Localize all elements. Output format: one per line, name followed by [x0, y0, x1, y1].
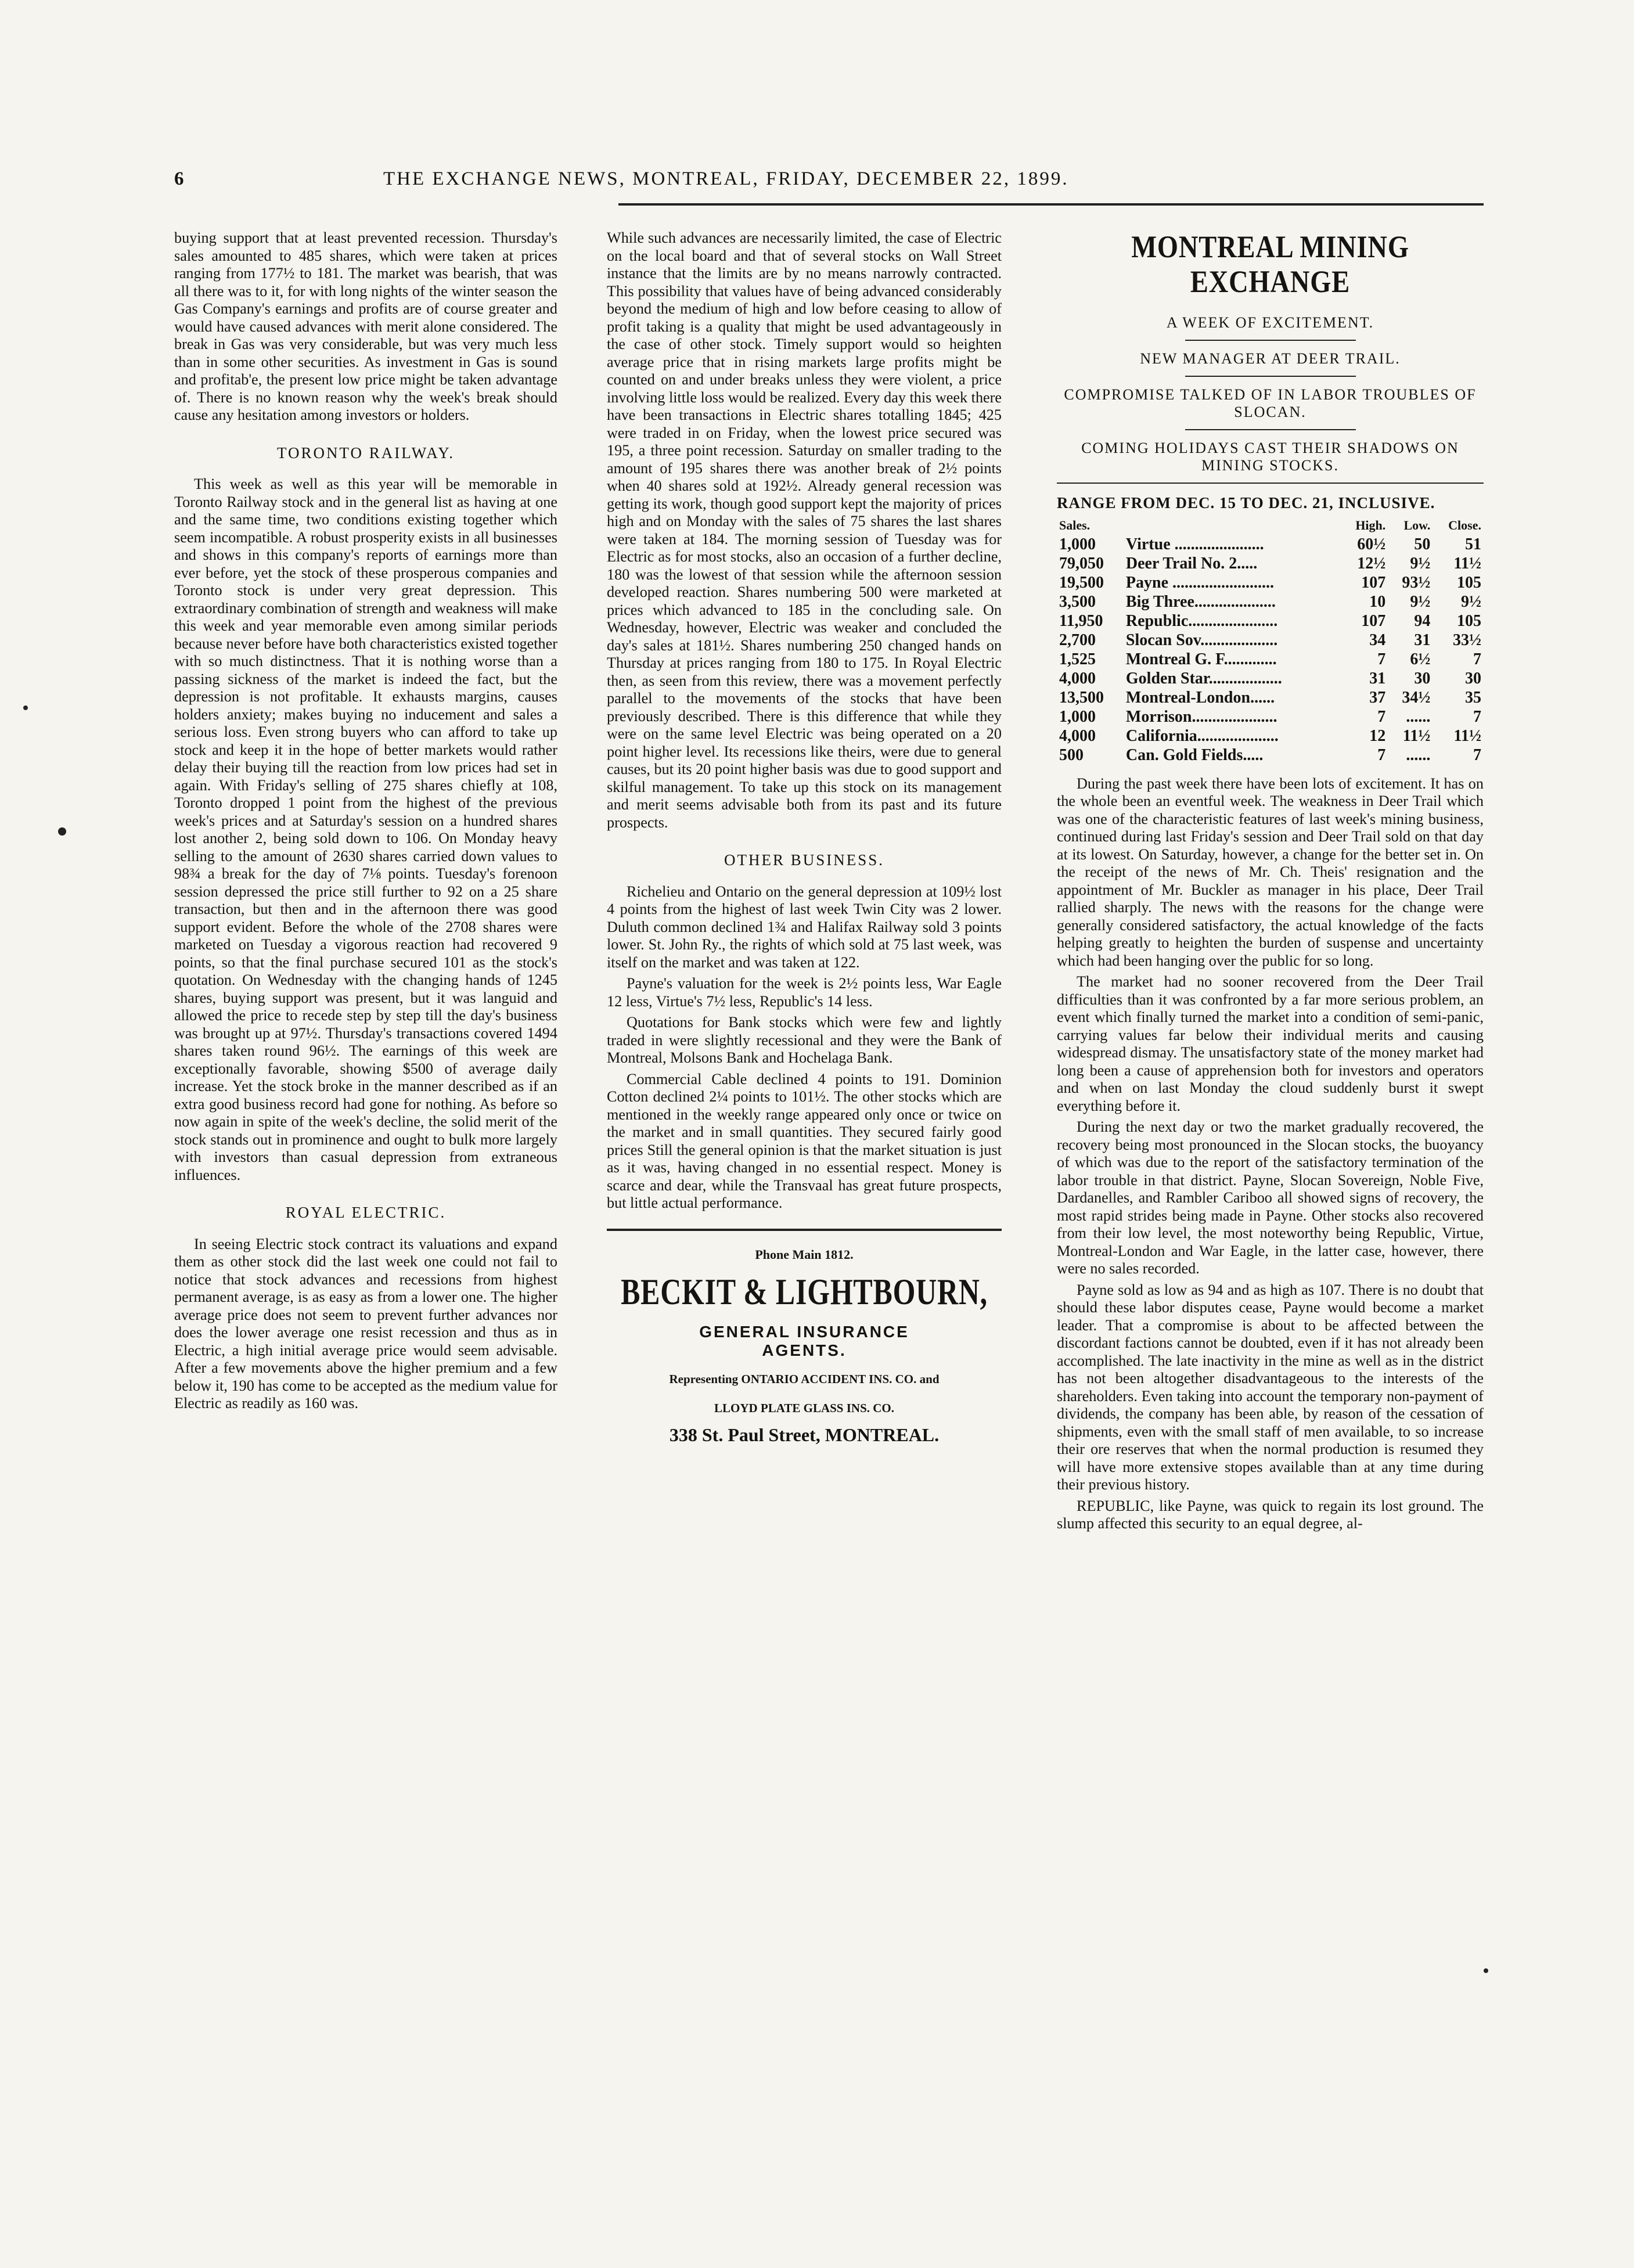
- other-business-p3: Quotations for Bank stocks which were few and lightly traded in were slightly recessional and they were the Bank of Montreal, Molsons Bank and Hochelaga Bank.: [607, 1014, 1002, 1066]
- cell-stock: Big Three....................: [1125, 592, 1276, 611]
- cell-close: 11½: [1453, 554, 1481, 573]
- cell-low: 6½: [1410, 650, 1431, 668]
- cell-close: 33½: [1453, 631, 1481, 649]
- print-speck: [58, 827, 66, 836]
- cell-high: 7: [1377, 746, 1386, 764]
- royal-electric-text: In seeing Electric stock contract its valuations and expand them as other stock did the last week one could not fail to notice that stock advances and recessions from highest permanent average, is as easy as from a lower one. The higher average price does not seem to prevent further advances nor does the lower average one resist recession and thus as in Electric, a high initial average price would seem advisable. After a few movements above the higher premium and a few below it, 190 has come to be accepted as the medium value for Electric as readily as 160 was.: [174, 1235, 557, 1412]
- other-business-heading: OTHER BUSINESS.: [724, 851, 885, 869]
- cell-high: 12½: [1357, 554, 1386, 573]
- column-1: [174, 229, 557, 1416]
- deck-2: NEW MANAGER AT DEER TRAIL.: [1057, 350, 1484, 383]
- cell-stock: California....................: [1125, 726, 1279, 745]
- cell-sales: 3,500: [1059, 592, 1096, 611]
- advertisement: [607, 1246, 1002, 1444]
- stock-row: [1057, 669, 1484, 688]
- th-low: Low.: [1403, 517, 1431, 532]
- other-business-p4: Commercial Cable declined 4 points to 191. Dominion Cotton declined 2¼ points to 101½. The other stocks which are mentioned in the weekly range appeared only once or twice on the market and in small quantities. They secured fairly good prices Still the general opinion is that the market situation is just as it was, having changed in no essential respect. Money is scarce and dear, while the Transvaal has great future prospects, but little actual performance.: [607, 1070, 1002, 1211]
- cell-sales: 4,000: [1059, 669, 1096, 687]
- toronto-railway-text: This week as well as this year will be memorable in Toronto Railway stock and in the general list as having at one and the same time, two conditions existing together which seem incompatible. A robust prosperity exists in all businesses and shows in this company's reports of earnings more than ever before, yet the stock of these prosperous companies and Toronto stock is under very great depression. This extraordinary combination of strength and weakness will make this week and year memorable even among similar periods because never before have both characteristics existed together with so much distinctness. That it is nothing worse than a passing sickness of the market is indeed the fact, but the depression is not profitable. It exhausts margins, causes holders anxiety; makes buying no inducement and sales a serious loss. Even strong buyers who can afford to take up stock and keep it in the hope of better markets would rather delay their buying till the reaction from low prices had set in again. With Friday's selling of 275 shares chiefly at 108, Toronto dropped 1 point from the highest of the previous week's prices and at Saturday's session on a hundred shares lost another 2, being sold down to 106. On Monday heavy selling to the amount of 2630 shares carried down values to 98¾ a break for the day of 7⅛ points. Tuesday's forenoon session depressed the price still further to 92 on a 25 share transaction, but then and in the afternoon there was good support evident. Before the whole of the 2708 shares were marketed on Tuesday a vigorous reaction had recovered 9 points, so that the final purchase secured 101 as the stock's quotation. On Wednesday with the changing hands of 1245 shares, buying support was present, but it was languid and allowed the price to recede step by step till the day's business was brought up at 97½. Thursday's transactions covered 1494 shares taken round 96½. The earnings of this week are exceptionally favorable, showing $500 of average daily increase. Yet the stock broke in the manner described as if an extra good business record had gone for nothing. As before so now again in spite of the week's decline, the solid merit of the stock stands out in prominence and ought to bulk more largely with investors than casual depression from extraneous influences.: [174, 476, 557, 1183]
- cell-stock: Republic......................: [1125, 611, 1278, 630]
- stock-row: [1057, 726, 1484, 746]
- cell-stock: Morrison.....................: [1125, 707, 1277, 726]
- print-speck: [23, 705, 28, 710]
- cell-stock: Montreal G. F.............: [1125, 650, 1277, 668]
- cell-close: 7: [1473, 746, 1481, 764]
- toronto-railway-heading: TORONTO RAILWAY.: [276, 444, 455, 462]
- masthead-line: THE EXCHANGE NEWS, MONTREAL, FRIDAY, DECEMBER 22, 1899.: [383, 168, 1069, 189]
- cell-sales: 19,500: [1059, 573, 1104, 592]
- cell-sales: 2,700: [1059, 631, 1096, 649]
- electric-paragraph: While such advances are necessarily limited, the case of Electric on the local board and that of several stocks on Wall Street instance that the limits are by no means narrowly contracted. This possibility that values have of being advanced considerably beyond the medium of high and low before ceasing to allow of profit taking is a quality that might be used advantageously in the case of other stock. Timely support would so heighten average price that in rising markets large profits might be counted on and under breaks unless they were violent, a price involving little loss would be realized. Every day this week there have been transactions in Electric shares totalling 1845; 425 were traded in on Friday, when the lowest price secured was 195, a three point recession. Saturday on smaller trading to the amount of 195 shares there was another break of 2½ points when 40 shares sold at 192½. Already general recession was getting its work, though good support kept the majority of prices high and on Monday with the sales of 75 shares the last shares were taken at 184. The morning session of Tuesday was for Electric as for most stocks, also an occasion of a further decline, 180 was the lowest of that session while the afternoon session developed reaction. Shares numbering 500 were marketed at prices which advanced to 185 in the concluding sale. On Wednesday, however, Electric was weaker and concluded the day's sales at 181½. Shares numbering 250 changed hands on Thursday at prices ranging from 180 to 175. In Royal Electric then, as seen from this review, there was a movement perfectly parallel to the movements of the stocks that have been previously described. There is this difference that while they were on the same level Electric was being operated on a 20 point higher level. Its recessions like theirs, were due to general causes, but its 20 point higher basis was due to good support and skilful management. To take up this stock on its management and merit seems advisable both from its past and its future prospects.: [607, 229, 1002, 831]
- page-number: 6: [174, 168, 186, 189]
- cell-close: 30: [1465, 669, 1481, 687]
- cell-stock: Montreal-London......: [1125, 688, 1275, 707]
- cell-stock: Can. Gold Fields.....: [1125, 746, 1264, 764]
- cell-stock: Virtue ......................: [1125, 535, 1264, 553]
- cell-low: 50: [1414, 535, 1431, 553]
- cell-low: ......: [1406, 746, 1431, 764]
- cell-low: 9½: [1410, 554, 1431, 573]
- cell-high: 107: [1361, 573, 1386, 592]
- print-speck: [1484, 1968, 1488, 1973]
- mining-p5: REPUBLIC, like Payne, was quick to regain its lost ground. The slump affected this security to an equal degree, al-: [1057, 1497, 1484, 1532]
- cell-stock: Golden Star..................: [1125, 669, 1282, 687]
- gas-paragraph: buying support that at least prevented recession. Thursday's sales amounted to 485 shares, which were taken at prices ranging from 177½ to 181. The market was bearish, that was all there was to it, for with long nights of the winter season the Gas Company's earnings and profits are of course greater and would have caused advances with merit alone considered. The break in Gas was very considerable, but was very much less than in some other securities. As investment in Gas is sound and profitab'e, the present low price might be taken advantage of. There is no known reason why the week's break should cause any hesitation among investors or holders.: [174, 229, 557, 423]
- cell-high: 60½: [1357, 535, 1386, 553]
- cell-sales: 500: [1059, 746, 1084, 764]
- th-close: Close.: [1448, 517, 1481, 532]
- stock-row: [1057, 554, 1484, 573]
- ad-representing-1: Representing ONTARIO ACCIDENT INS. CO. and: [669, 1372, 940, 1386]
- cell-sales: 1,000: [1059, 535, 1096, 553]
- cell-sales: 11,950: [1059, 611, 1103, 630]
- cell-close: 105: [1457, 611, 1481, 630]
- header-rule: [618, 203, 1484, 206]
- cell-low: 11½: [1402, 726, 1431, 745]
- cell-high: 7: [1377, 650, 1386, 668]
- cell-stock: Payne .........................: [1125, 573, 1275, 592]
- cell-high: 10: [1369, 592, 1386, 611]
- ad-phone: Phone Main 1812.: [755, 1247, 854, 1262]
- cell-close: 35: [1465, 688, 1481, 707]
- cell-close: 7: [1473, 650, 1481, 668]
- ad-role-line-2: AGENTS.: [762, 1341, 847, 1359]
- cell-sales: 79,050: [1059, 554, 1104, 573]
- cell-close: 11½: [1453, 726, 1481, 745]
- ad-representing-2: LLOYD PLATE GLASS INS. CO.: [714, 1401, 895, 1415]
- mining-p4: Payne sold as low as 94 and as high as 107. There is no doubt that should these labor disputes cease, Payne would become a market leader. That a compromise is about to be affected between the discordant factions cannot be doubted, even if it has not already been accomplished. The late inactivity in the mine as well as in the district has not been altogether disadvantageous to the interests of the shareholders. Even taking into account the temporary non-payment of dividends, the company has been able, by reason of the cessation of shipments, even with the small staff of men available, to so increase their ore reserves that when the normal production is resumed they will have more extensive stopes available than at any time during their previous history.: [1057, 1281, 1484, 1493]
- deck-4: COMING HOLIDAYS CAST THEIR SHADOWS ON MINING STOCKS.: [1057, 440, 1484, 489]
- cell-high: 7: [1377, 707, 1386, 726]
- stock-row: [1057, 707, 1484, 726]
- ad-role-line-1: GENERAL INSURANCE: [699, 1323, 909, 1341]
- stock-row: [1057, 611, 1484, 631]
- advertisement-rule: [607, 1229, 1002, 1231]
- cell-sales: 4,000: [1059, 726, 1096, 745]
- cell-low: 93½: [1402, 573, 1431, 592]
- cell-stock: Deer Trail No. 2.....: [1125, 554, 1258, 573]
- stock-row: [1057, 631, 1484, 650]
- stock-row: [1057, 650, 1484, 669]
- stock-row: [1057, 688, 1484, 707]
- cell-high: 31: [1369, 669, 1386, 687]
- other-business-p1: Richelieu and Ontario on the general depression at 109½ lost 4 points from the highest of last week Twin City was 2 lower. Duluth common declined 1¾ and Halifax Railway sold 3 points lower. St. John Ry., the rights of which sold at 75 last week, was itself on the market and was taken at 122.: [607, 883, 1002, 971]
- cell-sales: 13,500: [1059, 688, 1104, 707]
- cell-low: 34½: [1402, 688, 1431, 707]
- cell-low: 94: [1414, 611, 1431, 630]
- cell-high: 107: [1361, 611, 1386, 630]
- cell-close: 9½: [1461, 592, 1481, 611]
- cell-low: 30: [1414, 669, 1431, 687]
- mining-p2: The market had no sooner recovered from the Deer Trail difficulties than it was confronted by a far more serious problem, an event which finally turned the market into a condition of semi-panic, carrying values far below their individual merits and causing widespread dismay. The unsatisfactory state of the money market had long been a cause of apprehension both for investors and operators and when on last Monday the cloud suddenly burst it swept everything before it.: [1057, 973, 1484, 1114]
- royal-electric-heading: ROYAL ELECTRIC.: [285, 1204, 447, 1221]
- mining-p1: During the past week there have been lots of excitement. It has on the whole been an eventful week. The weakness in Deer Trail which was one of the characteristic features of last week's mining business, continued during last Friday's session and Deer Trail sold on that day at its lowest. On Saturday, however, a change for the better set in. On the receipt of the news of Mr. Ch. Theis' resignation and the appointment of Mr. Buckler as manager in his place, Deer Trail rallied sharply. The news with the reasons for the change were generally considered satisfactory, the actual knowledge of the facts helping greatly to heighten the burden of suspense and uncertainty which had been hanging over the public for so long.: [1057, 775, 1484, 969]
- other-business-p2: Payne's valuation for the week is 2½ points less, War Eagle 12 less, Virtue's 7½ less, Republic's 14 less.: [607, 975, 1002, 1010]
- cell-high: 34: [1369, 631, 1386, 649]
- cell-stock: Slocan Sov...................: [1125, 631, 1278, 649]
- mining-p3: During the next day or two the market gradually recovered, the recovery being most pronounced in the Slocan stocks, the buoyancy of which was due to the report of the satisfactory termination of the labor trouble in that district. Payne, Slocan Sovereign, Noble Five, Dardanelles, and Rambler Cariboo all showed signs of recovery, the most rapid strides being made in Payne. Other stocks also recovered from their low level, the most noteworthy being Republic, Virtue, Montreal-London and War Eagle, in the latter case, however, there were no sales recorded.: [1057, 1118, 1484, 1277]
- deck-3: COMPROMISE TALKED OF IN LABOR TROUBLES OF SLOCAN.: [1057, 386, 1484, 436]
- cell-high: 12: [1369, 726, 1386, 745]
- page-header: [174, 168, 1469, 194]
- stock-row: [1057, 573, 1484, 592]
- stock-row: [1057, 535, 1484, 554]
- ad-firm-name: BECKIT & LIGHTBOURN,: [621, 1271, 988, 1312]
- cell-close: 51: [1465, 535, 1481, 553]
- th-stock: [1124, 516, 1341, 535]
- cell-low: 9½: [1410, 592, 1431, 611]
- cell-low: 31: [1414, 631, 1431, 649]
- stock-row: [1057, 746, 1484, 765]
- column-2: [607, 229, 1002, 1444]
- column-3: [1057, 229, 1484, 1536]
- cell-close: 7: [1473, 707, 1481, 726]
- stock-range-table: [1057, 516, 1484, 765]
- cell-high: 37: [1369, 688, 1386, 707]
- stock-row: [1057, 592, 1484, 611]
- th-high: High.: [1355, 517, 1386, 532]
- mining-exchange-masthead: MONTREAL MINING EXCHANGE: [1131, 229, 1409, 299]
- th-sales: Sales.: [1059, 517, 1090, 532]
- deck-1: A WEEK OF EXCITEMENT.: [1057, 314, 1484, 347]
- range-title: RANGE FROM DEC. 15 TO DEC. 21, INCLUSIVE.: [1057, 494, 1435, 512]
- cell-close: 105: [1457, 573, 1481, 592]
- cell-sales: 1,525: [1059, 650, 1096, 668]
- ad-address: 338 St. Paul Street, MONTREAL.: [669, 1424, 940, 1445]
- cell-sales: 1,000: [1059, 707, 1096, 726]
- cell-low: ......: [1406, 707, 1431, 726]
